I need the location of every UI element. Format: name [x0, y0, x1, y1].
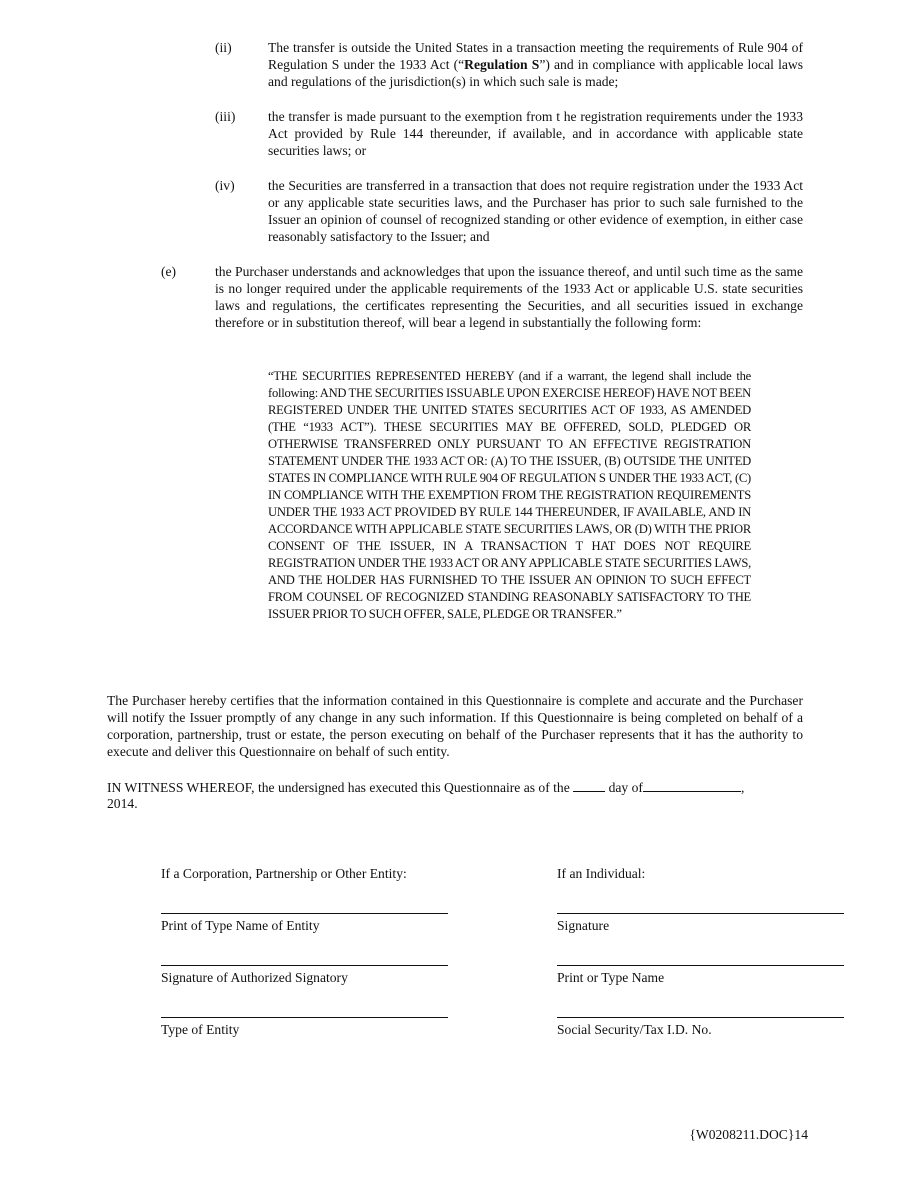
document-footer: {W0208211.DOC}14 [689, 1127, 808, 1142]
witness-text: day of [608, 780, 643, 795]
entity-name-line[interactable] [161, 913, 448, 914]
item-number: (iv) [215, 178, 235, 193]
defined-term: Regulation S [464, 57, 540, 72]
item-text-part: The transfer is outside the United States in a transaction meeting the requirements of Rule 904 of Regulation S under the 1933 Act (“ [268, 40, 803, 72]
witness-text: , [740, 780, 745, 795]
item-number: (iii) [215, 109, 236, 124]
witness-statement [107, 778, 744, 796]
tax-id-line[interactable] [557, 1017, 844, 1018]
entity-type-label: Type of Entity [161, 1022, 240, 1037]
tax-id-label: Social Security/Tax I.D. No. [557, 1022, 712, 1037]
individual-signature-line[interactable] [557, 913, 844, 914]
individual-name-line[interactable] [557, 965, 844, 966]
individual-signature-label: Signature [557, 918, 610, 933]
item-text-part: ”) and in compliance with applicable local laws and regulations of the jurisdiction(s) in which such sale is made; [268, 57, 803, 89]
entity-heading: If a Corporation, Partnership or Other Entity: [161, 866, 407, 881]
day-blank[interactable] [573, 778, 605, 792]
item-text [268, 39, 803, 90]
authorized-signatory-line[interactable] [161, 965, 448, 966]
legend-text: “THE SECURITIES REPRESENTED HEREBY (and if a warrant, the legend shall include the following: AND THE SECURITIES ISSUABLE UPON EXERCISE HEREOF) HAVE NOT BEEN REGISTERED UNDER THE UNITED STATES SECURITIES ACT OF 1933, AS AMENDED (THE “1933 ACT”). THESE SECURITIES MAY BE OFFERED, SOLD, PLEDGED OR OTHERWISE TRANSFERRED ONLY PURSUANT TO AN EFFECTIVE REGISTRATION STATEMENT UNDER THE 1933 ACT OR: (A) TO THE ISSUER, (B) OUTSIDE THE UNITED STATES IN COMPLIANCE WITH RULE 904 OF REGULATION S UNDER THE 1933 ACT, (C) IN COMPLIANCE WITH THE EXEMPTION FROM THE REGISTRATION REQUIREMENTS UNDER THE 1933 ACT PROVIDED BY RULE 144 THEREUNDER, IF AVAILABLE, AND IN ACCORDANCE WITH APPLICABLE STATE SECURITIES LAWS, OR (D) WITH THE PRIOR CONSENT OF THE ISSUER, IN A TRANSACTION T HAT DOES NOT REQUIRE REGISTRATION UNDER THE 1933 ACT OR ANY APPLICABLE STATE SECURITIES LAWS, AND THE HOLDER HAS FURNISHED TO THE ISSUER AN OPINION TO SUCH EFFECT FROM COUNSEL OF RECOGNIZED STANDING REASONABLY SATISFACTORY TO THE ISSUER PRIOR TO SUCH OFFER, SALE, PLEDGE OR TRANSFER.” [268, 369, 751, 621]
entity-name-label: Print of Type Name of Entity [161, 918, 320, 933]
item-number: (ii) [215, 40, 232, 55]
witness-text: IN WITNESS WHEREOF, the undersigned has executed this Questionnaire as of the [107, 780, 570, 795]
item-number: (e) [161, 264, 177, 279]
witness-year: 2014. [107, 796, 138, 811]
entity-type-line[interactable] [161, 1017, 448, 1018]
individual-name-label: Print or Type Name [557, 970, 665, 985]
item-text: the transfer is made pursuant to the exemption from t he registration requirements under the 1933 Act provided by Rule 144 thereunder, if available, and in accordance with applicable state securities laws; or [268, 109, 803, 158]
individual-heading: If an Individual: [557, 866, 646, 881]
certification-paragraph: The Purchaser hereby certifies that the information contained in this Questionnaire is complete and accurate and the Purchaser will notify the Issuer promptly of any change in any such information. If this Questionnaire is being completed on behalf of a corporation, partnership, trust or estate, the person executing on behalf of the Purchaser represents that it has the authority to execute and deliver this Questionnaire on behalf of such entity. [107, 693, 803, 759]
authorized-signatory-label: Signature of Authorized Signatory [161, 970, 348, 985]
item-text: the Purchaser understands and acknowledges that upon the issuance thereof, and until such time as the same is no longer required under the applicable requirements of the 1933 Act or applicable U.S. state securities laws and regulations, the certificates representing the Securities, and all securities issued in exchange therefore or in substitution thereof, will bear a legend in substantially the following form: [215, 264, 803, 330]
item-text: the Securities are transferred in a transaction that does not require registration under the 1933 Act or any applicable state securities laws, and the Purchaser has prior to such sale furnished to the Issuer an opinion of counsel of recognized standing or other evidence of exemption, in either case reasonably satisfactory to the Issuer; and [268, 178, 803, 244]
month-blank[interactable] [643, 778, 741, 792]
